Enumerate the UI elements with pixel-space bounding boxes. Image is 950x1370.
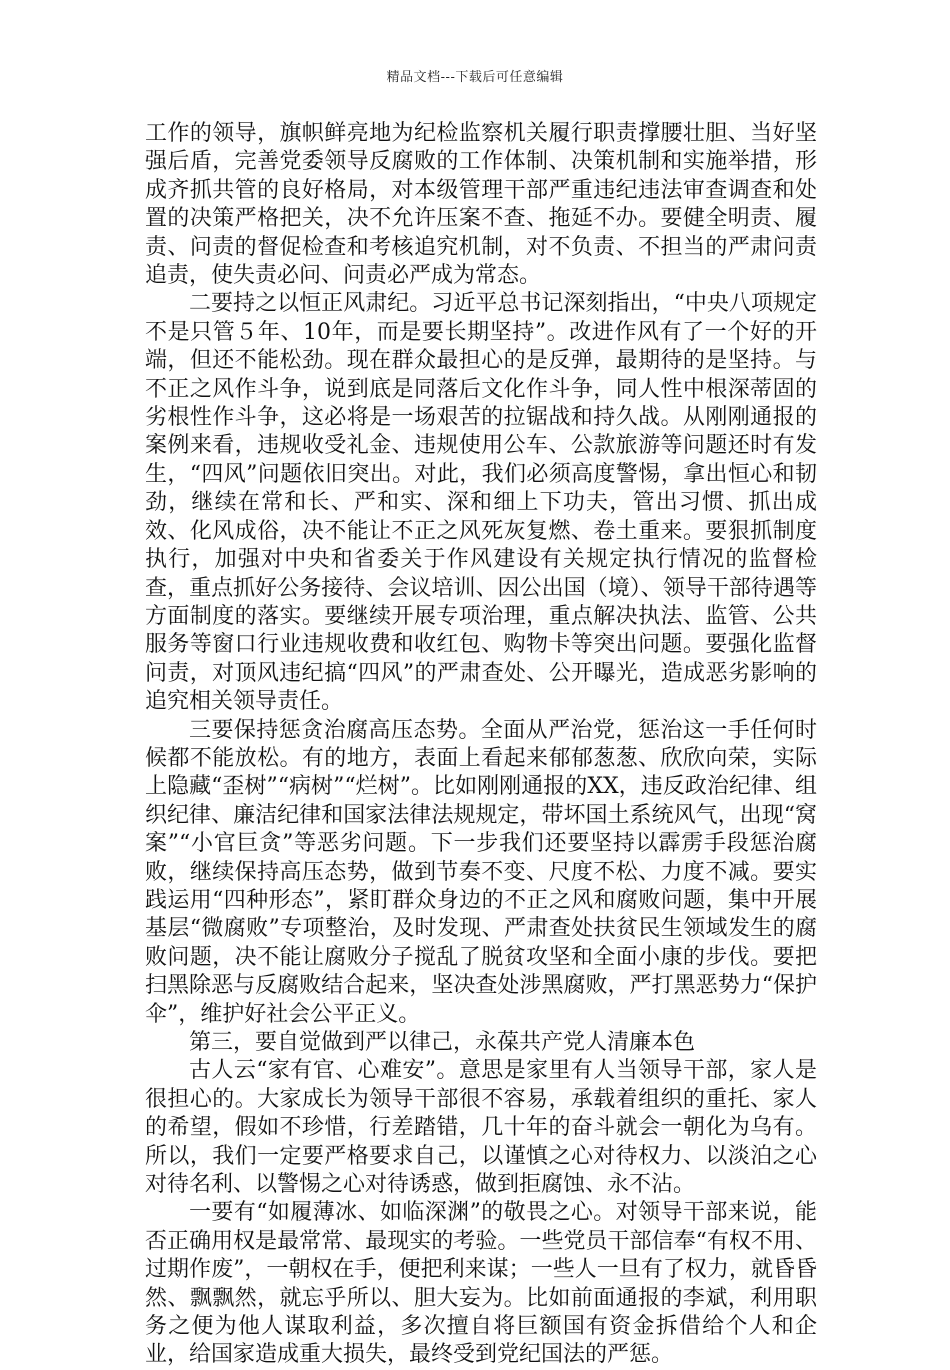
page-header: 精品文档---下载后可任意编辑 — [386, 70, 564, 85]
paragraph-5: 一要有“如履薄冰、如临深渊”的敬畏之心。对领导干部来说，能否正确用权是最常常、最现实的考验。一些党员干部信奉“有权不用、过期作废”，一朝权在手，便把利来谋；一些人一旦有了权力，就昏昏然、飘飘然，就忘乎所以、胆大妄为。比如前面通报的李斌，利用职务之便为他人谋取利益，多次擅自将巨额国有资金拆借给个人和企业，给国家造成重大损失，最终受到党纪国法的严惩。 — [145, 1200, 817, 1368]
section-heading: 第三，要自觉做到严以律己，永葆共产党人清廉本色 — [189, 1030, 696, 1055]
paragraph-3: 三要保持惩贪治腐高压态势。全面从严治党，惩治这一手任何时候都不能放松。有的地方，表面上看起来郁郁葱葱、欣欣向荣，实际上隐藏“歪树”“病树”“烂树”。比如刚刚通报的XX，违反政治纪律、组织纪律、廉洁纪律和国家法律法规规定，带坏国土系统风气，出现“窝案”“小官巨贪”等恶劣问题。下一步我们还要坚持以霹雳手段惩治腐败，继续保持高压态势，做到节奏不变、尺度不松、力度不减。要实践运用“四种形态”，紧盯群众身边的不正之风和腐败问题，集中开展基层“微腐败”专项整治，及时发现、严肃查处扶贫民生领域发生的腐败问题，决不能让腐败分子搅乱了脱贫攻坚和全面小康的步伐。要把扫黑除恶与反腐败结合起来，坚决查处涉黑腐败，严打黑恶势力“保护伞”，维护好社会公平正义。 — [145, 717, 817, 1027]
paragraph-4: 古人云“家有官、心难安”。意思是家里有人当领导干部，家人是很担心的。大家成长为领导干部很不容易，承载着组织的重托、家人的希望，假如不珍惜，行差踏错，几十年的奋斗就会一朝化为乌有。所以，我们一定要严格要求自己，以谨慎之心对待权力、以淡泊之心对待名利、以警惕之心对待诱惑，做到拒腐蚀、永不沾。 — [145, 1058, 817, 1198]
document-body — [145, 120, 817, 1370]
paragraph-2: 二要持之以恒正风肃纪。习近平总书记深刻指出，“中央八项规定不是只管５年、10年，而是要长期坚持”。改进作风有了一个好的开端，但还不能松劲。现在群众最担心的是反弹，最期待的是坚持。与不正之风作斗争，说到底是同落后文化作斗争，同人性中根深蒂固的劣根性作斗争，这必将是一场艰苦的拉锯战和持久战。从刚刚通报的案例来看，违规收受礼金、违规使用公车、公款旅游等问题还时有发生，“四风”问题依旧突出。对此，我们必须高度警惕，拿出恒心和韧劲，继续在常和长、严和实、深和细上下功夫，管出习惯、抓出成效、化风成俗，决不能让不正之风死灰复燃、卷土重来。要狠抓制度执行，加强对中央和省委关于作风建设有关规定执行情况的监督检查，重点抓好公务接待、会议培训、因公出国（境）、领导干部待遇等方面制度的落实。要继续开展专项治理，重点解决执法、监管、公共服务等窗口行业违规收费和收红包、购物卡等突出问题。要强化监督问责，对顶风违纪搞“四风”的严肃查处、公开曝光，造成恶劣影响的追究相关领导责任。 — [145, 291, 817, 715]
paragraph-1: 工作的领导，旗帜鲜亮地为纪检监察机关履行职责撑腰壮胆、当好坚强后盾，完善党委领导反腐败的工作体制、决策机制和实施举措，形成齐抓共管的良好格局，对本级管理干部严重违纪违法审查调查和处置的决策严格把关，决不允许压案不查、拖延不办。要健全明责、履责、问责的督促检查和考核追究机制，对不负责、不担当的严肃问责追责，使失责必问、问责必严成为常态。 — [145, 121, 817, 289]
